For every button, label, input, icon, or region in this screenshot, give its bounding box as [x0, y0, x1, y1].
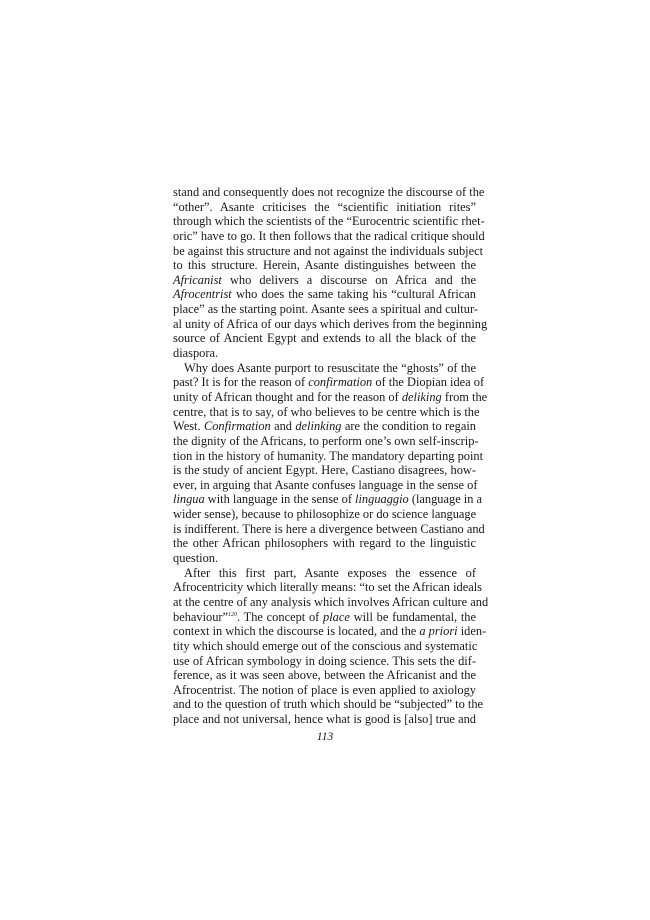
text-line — [173, 654, 476, 669]
text-line — [173, 200, 476, 215]
footnote-marker: 120 — [228, 611, 238, 618]
text-run: source of Ancient Egypt and extends to all the black of the — [173, 331, 476, 346]
text-line — [173, 448, 484, 464]
text-run: of the Diopian idea of — [372, 375, 485, 390]
paragraph — [173, 565, 489, 727]
text-run: tity which should emerge out of the conscious and systematic — [173, 638, 478, 653]
text-run: wider sense), because to philosophize or do science language — [173, 507, 477, 522]
text-line — [173, 361, 476, 376]
text-run: centre, that is to say, of who believes to be centre which is the — [173, 404, 480, 419]
text-line — [173, 463, 476, 478]
italic-term: deliking — [401, 389, 442, 404]
text-run: Afrocentricity which literally means: “to set the African ideals — [173, 580, 482, 595]
text-line — [173, 594, 489, 610]
text-line — [173, 346, 476, 361]
text-run: are the condition to regain — [341, 419, 476, 434]
text-run: will be fundamental, the — [349, 609, 476, 624]
text-run: diaspora. — [173, 346, 219, 361]
text-line — [173, 228, 485, 244]
text-run: past? It is for the reason of — [173, 375, 309, 390]
text-run: is the study of ancient Egypt. Here, Castiano disagrees, how- — [173, 463, 476, 478]
text-run: at the centre of any analysis which involves African culture and — [173, 594, 489, 609]
page-number: 113 — [316, 731, 334, 743]
text-run: (language in a — [408, 492, 483, 507]
text-line — [173, 580, 482, 595]
text-line — [173, 624, 487, 639]
text-line — [173, 551, 476, 566]
text-line — [173, 492, 483, 507]
italic-term: Confirmation — [203, 419, 271, 434]
text-run: Why does Asante purport to resuscitate the “ghosts” of the — [184, 360, 476, 375]
italic-term: linguaggio — [355, 492, 409, 507]
text-line — [173, 243, 484, 259]
text-run: “other”. Asante criticises the “scientific initiation rites” — [173, 199, 476, 214]
italic-term: delinking — [295, 419, 342, 434]
text-run: ference, as it was seen above, between the Africanist and the — [173, 668, 476, 683]
text-run: question. — [173, 551, 219, 566]
text-run: context in which the discourse is located, and the — [173, 624, 420, 639]
text-run: West. — [173, 419, 204, 434]
text-line — [173, 316, 488, 332]
text-run: oric” have to go. It then follows that the radical critique should — [173, 228, 485, 243]
text-run: . The concept of — [237, 609, 324, 624]
text-run: to this structure. Herein, Asante distinguishes between the — [173, 258, 476, 273]
italic-term: confirmation — [308, 375, 373, 390]
text-run: who does the same taking his “cultural African — [231, 287, 476, 302]
text-line — [173, 697, 484, 712]
text-line — [173, 536, 476, 551]
text-line — [173, 302, 476, 317]
italic-term: a priori — [419, 624, 458, 639]
text-run: After this first part, Asante exposes the essence of — [184, 565, 476, 580]
text-run: place and not universal, hence what is good is [also] true and — [173, 712, 476, 727]
text-line — [173, 478, 476, 493]
italic-term: Afrocentrist — [173, 287, 232, 302]
italic-term: lingua — [173, 492, 205, 507]
text-line — [173, 683, 476, 698]
paragraph — [173, 185, 488, 361]
text-run: use of African symbology in doing science. This sets the dif- — [173, 653, 476, 668]
text-line — [173, 507, 476, 522]
text-line — [173, 639, 476, 654]
italic-term: Africanist — [173, 272, 222, 287]
text-run: stand and consequently does not recognize the discourse of the — [173, 185, 485, 199]
paragraph — [173, 360, 488, 566]
text-line — [173, 404, 480, 420]
text-line — [173, 287, 476, 302]
text-run: from the — [441, 389, 488, 404]
text-run: and — [270, 419, 296, 434]
text-run: the dignity of the Africans, to perform one’s own self-inscrip- — [173, 433, 479, 448]
text-run: Afrocentrist. The notion of place is even applied to axiology — [173, 682, 476, 697]
text-line — [173, 273, 476, 288]
text-run: through which the scientists of the “Eurocentric scientific rhet- — [173, 214, 485, 229]
text-line — [173, 375, 485, 390]
text-line — [173, 258, 476, 273]
text-run: and to the question of truth which should be “subjected” to the — [173, 697, 484, 712]
text-run: be against this structure and not against the individuals subject — [173, 243, 484, 258]
text-run: tion in the history of humanity. The mandatory departing point — [173, 448, 484, 463]
text-run: ever, in arguing that Asante confuses language in the sense of — [173, 477, 478, 492]
text-line — [173, 610, 476, 625]
text-line — [173, 331, 476, 346]
body-text — [173, 185, 489, 727]
text-run: iden- — [457, 624, 487, 639]
text-run: who delivers a discourse on Africa and the — [221, 272, 476, 287]
text-line — [173, 419, 476, 434]
text-line — [173, 521, 485, 537]
text-line — [173, 712, 476, 727]
text-line — [173, 668, 476, 683]
text-line — [173, 214, 485, 229]
text-run: is indifferent. There is here a divergence between Castiano and — [173, 521, 485, 536]
text-run: the other African philosophers with regard to the linguistic — [173, 536, 476, 551]
text-line — [173, 433, 479, 449]
text-run: unity of African thought and for the reason of — [173, 389, 402, 404]
text-run: place” as the starting point. Asante sees a spiritual and cultur- — [173, 302, 478, 317]
text-line — [173, 566, 476, 581]
italic-term: place — [323, 609, 350, 624]
text-line — [173, 185, 485, 200]
text-run: al unity of Africa of our days which derives from the beginning — [173, 316, 488, 331]
text-run: with language in the sense of — [204, 492, 356, 507]
text-line — [173, 389, 488, 405]
text-run: behaviour” — [173, 609, 229, 624]
